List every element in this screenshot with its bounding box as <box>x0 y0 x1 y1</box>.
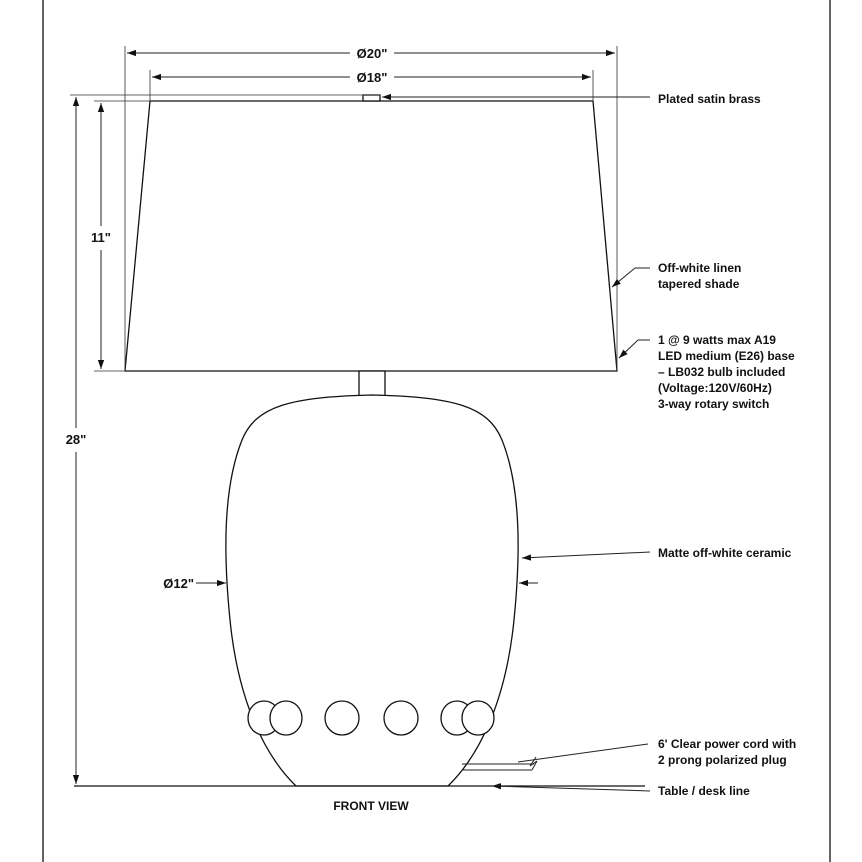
callout-shade-line-2: tapered shade <box>658 277 740 291</box>
callout-cord-line-1: 6' Clear power cord with <box>658 737 797 751</box>
callout-bulb-line-4: (Voltage:120V/60Hz) <box>658 381 772 395</box>
callout-shade-line-1: Off-white linen <box>658 261 742 275</box>
callout-body: Matte off-white ceramic <box>658 546 792 560</box>
bead <box>384 701 418 735</box>
bead <box>270 701 302 735</box>
lamp-shade <box>125 101 617 371</box>
callout-cord-line-2: 2 prong polarized plug <box>658 753 787 767</box>
callout-bulb-line-5: 3-way rotary switch <box>658 397 770 411</box>
dim-shade-top-diameter: Ø18" <box>356 70 388 85</box>
power-cord <box>462 757 537 770</box>
callout-bulb-line-3: – LB032 bulb included <box>658 365 786 379</box>
view-label: FRONT VIEW <box>333 799 409 813</box>
dim-overall-height: 28" <box>65 432 87 447</box>
dim-shade-outer-diameter: Ø20" <box>356 46 388 61</box>
bead <box>325 701 359 735</box>
dim-shade-height: 11" <box>91 230 111 245</box>
callout-bulb-line-2: LED medium (E26) base <box>658 349 795 363</box>
finial <box>363 95 380 101</box>
bead <box>462 701 494 735</box>
lamp-neck <box>359 371 385 396</box>
callout-bulb-line-1: 1 @ 9 watts max A19 <box>658 333 776 347</box>
callout-finial: Plated satin brass <box>658 92 761 106</box>
callout-table: Table / desk line <box>658 784 750 798</box>
dim-base-diameter: Ø12" <box>163 576 194 591</box>
